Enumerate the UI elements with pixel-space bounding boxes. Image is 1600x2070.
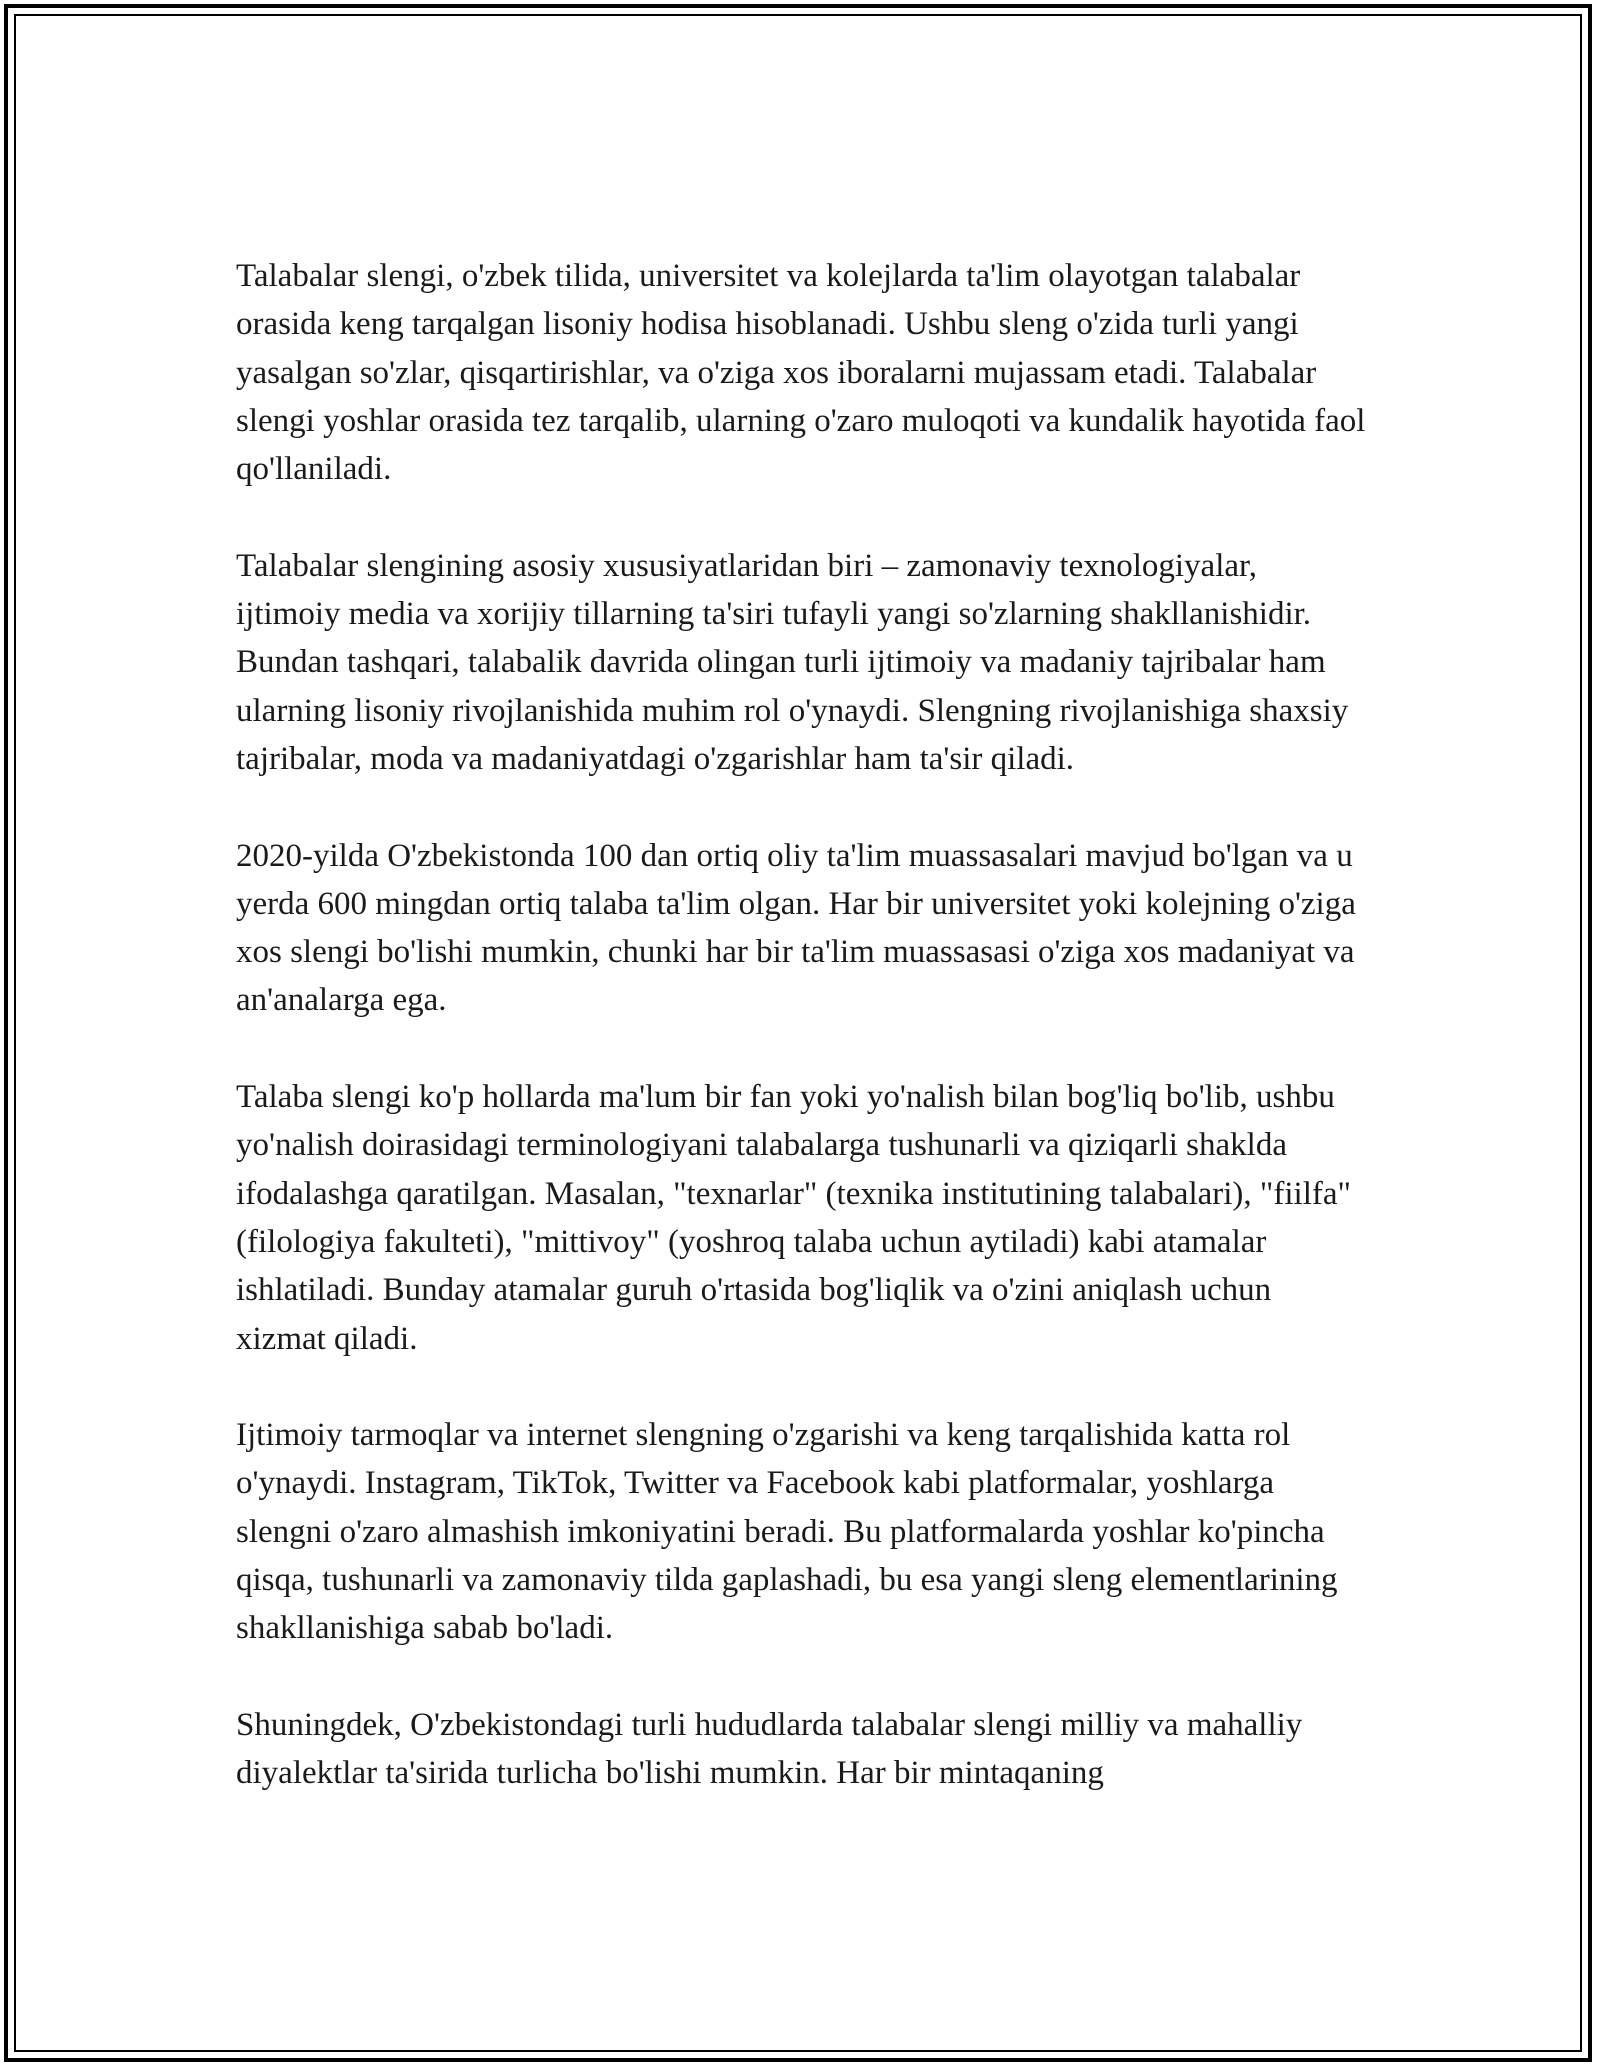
document-body [236, 252, 1366, 1846]
paragraph-social-media: Ijtimoiy tarmoqlar va internet slengning o'zgarishi va keng tarqalishida katta rol o'ynaydi. Instagram, TikTok, Twitter va Facebook kabi platformalar, yoshlarga slengni o'zaro almashish imkoniyatini beradi. Bu platformalarda yoshlar ko'pincha qisqa, tushunarli va zamonaviy tilda gaplashadi, bu esa yangi sleng elementlarining shakllanishiga sabab bo'ladi. [236, 1417, 1338, 1647]
paragraph-intro: Talabalar slengi, o'zbek tilida, universitet va kolejlarda ta'lim olayotgan talabalar orasida keng tarqalgan lisoniy hodisa hisoblanadi. Ushbu sleng o'zida turli yangi yasalgan so'zlar, qisqartirishlar, va o'ziga xos iboralarni mujassam etadi. Talabalar slengi yoshlar orasida tez tarqalib, ularning o'zaro muloqoti va kundalik hayotida faol qo'llaniladi. [236, 258, 1366, 488]
paragraph-regional: Shuningdek, O'zbekistondagi turli hududlarda talabalar slengi milliy va mahalliy diyalektlar ta'sirida turlicha bo'lishi mumkin. Har bir mintaqaning [236, 1706, 1303, 1792]
paragraph-examples: Talaba slengi ko'p hollarda ma'lum bir fan yoki yo'nalish bilan bog'liq bo'lib, ushbu yo'nalish doirasidagi terminologiyani talabalarga tushunarli va qiziqarli shaklda ifodalashga qaratilgan. Masalan, "texnarlar" (texnika institutining talabalari), "fiilfa" (filologiya fakulteti), "mittivoy" (yoshroq talaba uchun aytiladi) kabi atamalar ishlatiladi. Bunday atamalar guruh o'rtasida bog'liqlik va o'zini aniqlash uchun xizmat qiladi. [236, 1079, 1351, 1357]
paragraph-statistics: 2020-yilda O'zbekistonda 100 dan ortiq oliy ta'lim muassasalari mavjud bo'lgan va u yerda 600 mingdan ortiq talaba ta'lim olgan. Har bir universitet yoki kolejning o'ziga xos slengi bo'lishi mumkin, chunki har bir ta'lim muassasasi o'ziga xos madaniyat va an'analarga ega. [236, 837, 1356, 1019]
paragraph-features: Talabalar slengining asosiy xususiyatlaridan biri – zamonaviy texnologiyalar, ijtimoiy media va xorijiy tillarning ta'siri tufayli yangi so'zlarning shakllanishidir. Bundan tashqari, talabalik davrida olingan turli ijtimoiy va madaniy tajribalar ham ularning lisoniy rivojlanishida muhim rol o'ynaydi. Slengning rivojlanishiga shaxsiy tajribalar, moda va madaniyatdagi o'zgarishlar ham ta'sir qiladi. [236, 547, 1349, 777]
